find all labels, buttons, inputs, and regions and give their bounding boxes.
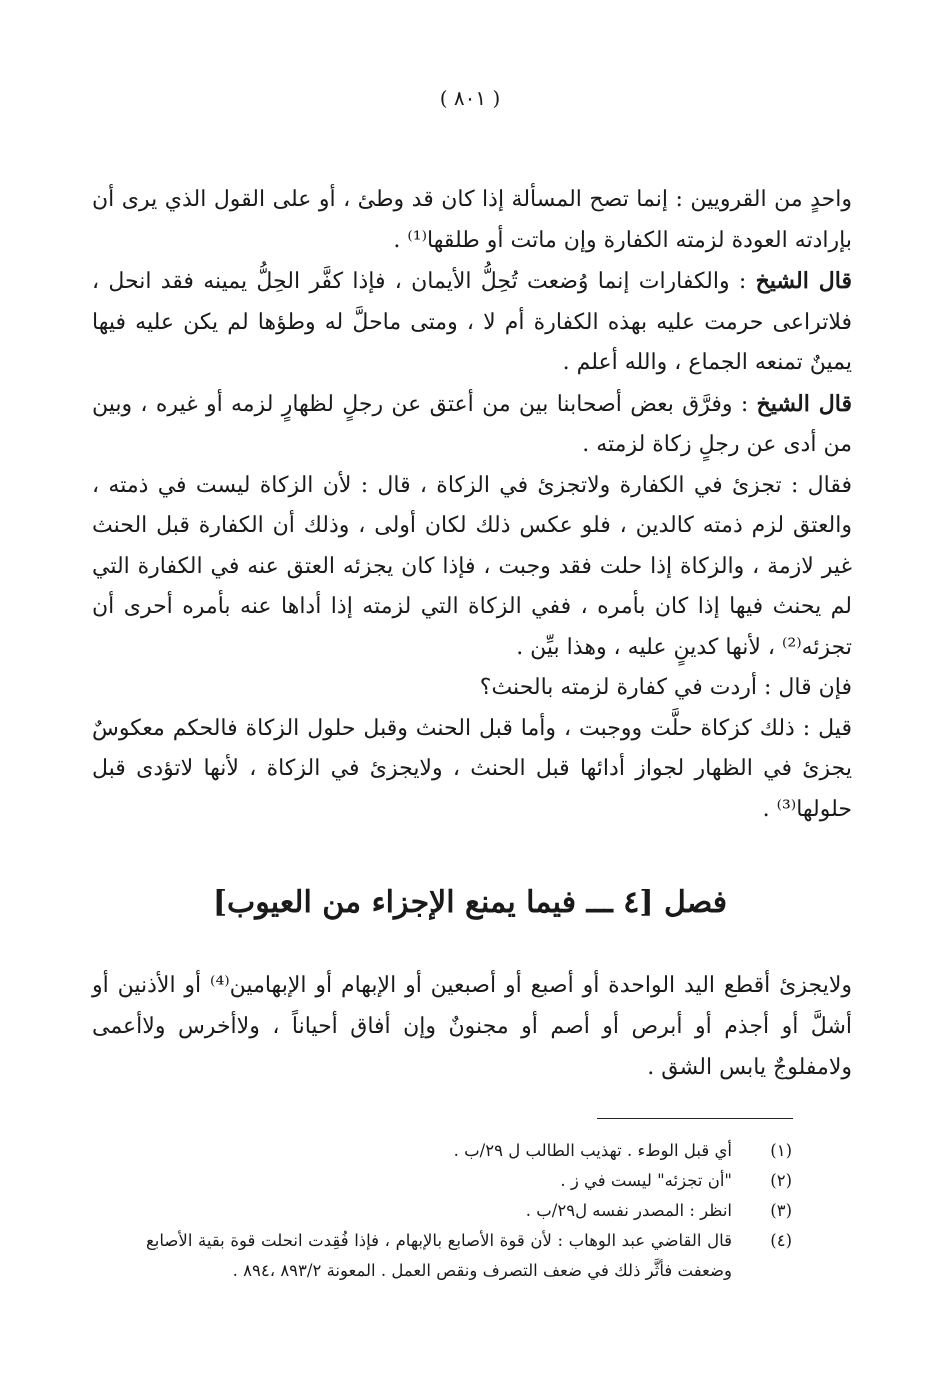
paragraph-lead: قال الشيخ <box>755 268 852 294</box>
page-number: ( ٨٠١ ) <box>439 86 501 110</box>
section-heading: فصل [٤ ـــ فيما يمنع الإجزاء من العيوب] <box>212 885 728 920</box>
paragraph-text: فإن قال : أردت في كفارة لزمته بالحنث؟ <box>479 675 852 700</box>
footnote <box>146 1226 792 1286</box>
paragraph-lead: قال الشيخ <box>756 390 852 417</box>
paragraph-text: قيل : ذلك كزكاة حلَّت ووجبت ، وأما قبل الحنث وقبل حلول الزكاة فالحكم معكوسٌ يجزئ في الظهار لجواز أدائها قبل الحنث ، ولايجزئ في الزكاة ، لأنها لاتؤدى قبل حلولها⁽³⁾ . <box>92 715 852 822</box>
footnote-number: (١) <box>770 1141 792 1160</box>
footnote-text: قال القاضي عبد الوهاب : لأن قوة الأصابع بالإبهام ، فإذا فُقِدت انحلت قوة بقية الأصابع وضعفت فأثَّر ذلك في ضعف التصرف ونقص العمل . المعونة ٨٩٣/٢ ،٨٩٤ . <box>146 1231 732 1280</box>
paragraph-text: فقال : تجزئ في الكفارة ولاتجزئ في الزكاة ، قال : لأن الزكاة ليست في ذمته ، والعتق لزم ذمته كالدين ، فلو عكس ذلك لكان أولى ، وذلك أن الكفارة قبل الحنث غير لازمة ، والزكاة إذا حلت فقد وجبت ، فإذا كان يجزئه العتق عنه في الكفارة التي لم يحنث فيها إذا كان بأمره ، ففي الزكاة التي لزمته إذا أداها عنه بأمره أحرى أن تجزئه⁽²⁾ ، لأنها كدينٍ عليه ، وهذا بيِّن . <box>92 472 852 660</box>
section-paragraph: ولايجزئ أقطع اليد الواحدة أو أصبع أو أصبعين أو الإبهام أو الإبهامين⁽⁴⁾ أو الأذنين أو أشلَّ أو أجذم أو أبرص أو أصم أو مجنونٌ وإن أفاق أحياناً ، ولاأخرس ولاأعمى ولامفلوجٌ يابس الشق . <box>92 973 852 1080</box>
footnote-text: أي قبل الوطء . تهذيب الطالب ل ٢٩/ب . <box>453 1141 732 1160</box>
footnote-number: (٤) <box>770 1231 792 1250</box>
paragraph <box>92 466 852 669</box>
paragraph-text: : وفرَّق بعض أصحابنا بين من أعتق عن رجلٍ لظهارٍ لزمه أو غيره ، وبين من أدى عن رجلٍ زكاة لزمته . <box>92 391 852 457</box>
footnote-text: "أن تجزئه" ليست في ز . <box>560 1171 732 1190</box>
footnote <box>146 1136 792 1166</box>
paragraph <box>92 180 852 261</box>
footnote-number: (٢) <box>770 1171 792 1190</box>
paragraph <box>92 709 852 831</box>
paragraph <box>92 668 852 709</box>
footnotes <box>146 1136 792 1286</box>
main-text <box>92 180 852 830</box>
paragraph-text: واحدٍ من القرويين : إنما تصح المسألة إذا كان قد وطئ ، أو على القول الذي يرى أن بإرادته العودة لزمته الكفارة وإن ماتت أو طلقها⁽¹⁾ . <box>92 187 852 253</box>
footnote-divider <box>597 1118 793 1119</box>
paragraph <box>92 384 852 466</box>
footnote <box>146 1166 792 1196</box>
footnote <box>146 1196 792 1226</box>
paragraph <box>92 261 852 384</box>
footnote-text: انظر : المصدر نفسه ل٢٩/ب . <box>525 1201 732 1220</box>
footnote-number: (٣) <box>770 1201 792 1220</box>
paragraph-text: : والكفارات إنما وُضعت تُحِلُّ الأيمان ، فإذا كفَّر الحِلُّ يمينه فقد انحل ، فلاتراعى حرمت عليه بهذه الكفارة أم لا ، ومتى ماحلَّ له وطؤها لم يكن عليه فيها يمينٌ تمنعه الجماع ، والله أعلم . <box>92 269 852 375</box>
section-text <box>92 965 852 1088</box>
